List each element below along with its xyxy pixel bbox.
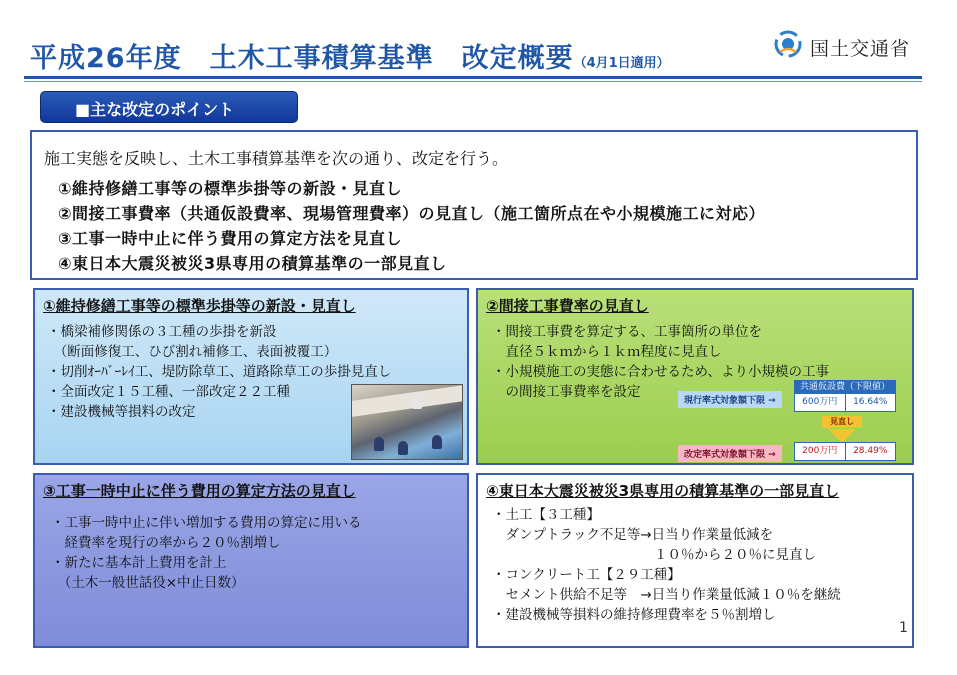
- photo-worker: [374, 437, 384, 451]
- summary-intro: 施工実態を反映し、土木工事積算基準を次の通り、改定を行う。: [44, 149, 509, 168]
- panel-line: セメント供給不足等 →日当り作業量低減１０％を継続: [492, 587, 841, 603]
- panel-line: 経費率を現行の率から２０％割増し: [51, 535, 281, 551]
- summary-item: ③工事一時中止に伴う費用の算定方法を見直し: [58, 229, 403, 248]
- summary-item: ②間接工事費率（共通仮設費率、現場管理費率）の見直し（施工箇所点在や小規模施工に対応）: [58, 204, 766, 223]
- photo-worker: [398, 441, 408, 455]
- table-row: [795, 394, 895, 411]
- summary-item: ④東日本大震災被災3県専用の積算基準の一部見直し: [58, 254, 447, 273]
- page-subtitle: （4月1日適用）: [573, 56, 670, 71]
- panel-line: ・小規模施工の実態に合わせるため、より小規模の工事: [492, 364, 829, 380]
- panel-line: （断面修復工、ひび割れ補修工、表面被覆工）: [47, 344, 338, 360]
- panel-line: ・工事一時中止に伴い増加する費用の算定に用いる: [51, 515, 362, 531]
- panel-line: （土木一般世話役×中止日数）: [51, 575, 245, 591]
- panel-line: ・コンクリート工【２９工種】: [492, 567, 681, 583]
- down-arrow-icon: [822, 429, 862, 443]
- page-number: 1: [899, 620, 908, 636]
- panel-line: ・切削ｵｰﾊﾞｰﾚｲ工、堤防除草工、道路除草工の歩掛見直し: [47, 364, 392, 380]
- current-threshold-label: 現行率式対象額下限 →: [678, 391, 782, 408]
- panel-line: １０％から２０％に見直し: [492, 547, 816, 563]
- current-amount: 600万円: [795, 394, 846, 411]
- photo-worker: [412, 395, 422, 409]
- new-rate: 28.49%: [853, 446, 888, 456]
- new-threshold-label: 改定率式対象額下限 →: [678, 445, 782, 462]
- revision-arrow: [822, 416, 862, 442]
- page-title-text: 平成26年度 土木工事積算基準 改定概要: [30, 43, 574, 74]
- panel-list: [47, 322, 391, 422]
- panel-suspension: [33, 473, 469, 648]
- current-rate: 16.64%: [853, 397, 888, 407]
- panel-line: ・土工【３工種】: [492, 507, 600, 523]
- current-rate-table: [794, 380, 896, 412]
- table-row: [795, 443, 895, 460]
- ministry-name: 国土交通省: [810, 38, 911, 60]
- panel-line: ・橋梁補修関係の３工種の歩掛を新設: [47, 324, 277, 340]
- new-rate-table: [794, 442, 896, 461]
- panel-title: ④東日本大震災被災3県専用の積算基準の一部見直し: [486, 482, 840, 500]
- panel-line: の間接工事費率を設定: [492, 384, 641, 400]
- ministry-logo: [770, 28, 930, 64]
- key-points-header: ■主な改定のポイント: [40, 91, 298, 123]
- page-title: [30, 36, 670, 75]
- panel-line: ・全面改定１５工種、一部改定２２工種: [47, 384, 290, 400]
- panel-list: [51, 513, 362, 593]
- title-underline: [24, 76, 922, 79]
- panel-line: ダンプトラック不足等→日当り作業量低減を: [492, 527, 774, 543]
- panel-list: [492, 322, 829, 402]
- photo-worker: [432, 435, 442, 449]
- panel-indirect-cost: [476, 288, 914, 465]
- panel-line: ・新たに基本計上費用を計上: [51, 555, 227, 571]
- summary-list: [58, 176, 765, 276]
- photo-beam: [352, 385, 463, 417]
- panel-title: ②間接工事費率の見直し: [486, 297, 649, 315]
- panel-maintenance: [33, 288, 469, 465]
- panel-line: ・建設機械等損料の維持修理費率を５％割増し: [492, 607, 776, 623]
- table-header: 共通仮設費（下限値）: [795, 381, 895, 394]
- panel-list: [492, 505, 841, 625]
- panel-disaster-area: [476, 473, 914, 648]
- summary-box: [30, 130, 918, 280]
- title-underline-thin: [24, 81, 922, 82]
- summary-item: ①維持修繕工事等の標準歩掛等の新設・見直し: [58, 179, 403, 198]
- mlit-logo-icon: [774, 30, 802, 58]
- panel-title: ③工事一時中止に伴う費用の算定方法の見直し: [43, 482, 356, 500]
- new-amount: 200万円: [795, 443, 846, 460]
- panel-title: ①維持修繕工事等の標準歩掛等の新設・見直し: [43, 297, 356, 315]
- panel-line: ・間接工事費を算定する、工事箇所の単位を: [492, 324, 762, 340]
- panel-line: 直径５ｋｍから１ｋｍ程度に見直し: [492, 344, 722, 360]
- construction-photo: [351, 384, 463, 460]
- panel-line: ・建設機械等損料の改定: [47, 404, 196, 420]
- revision-arrow-label: 見直し: [822, 416, 862, 428]
